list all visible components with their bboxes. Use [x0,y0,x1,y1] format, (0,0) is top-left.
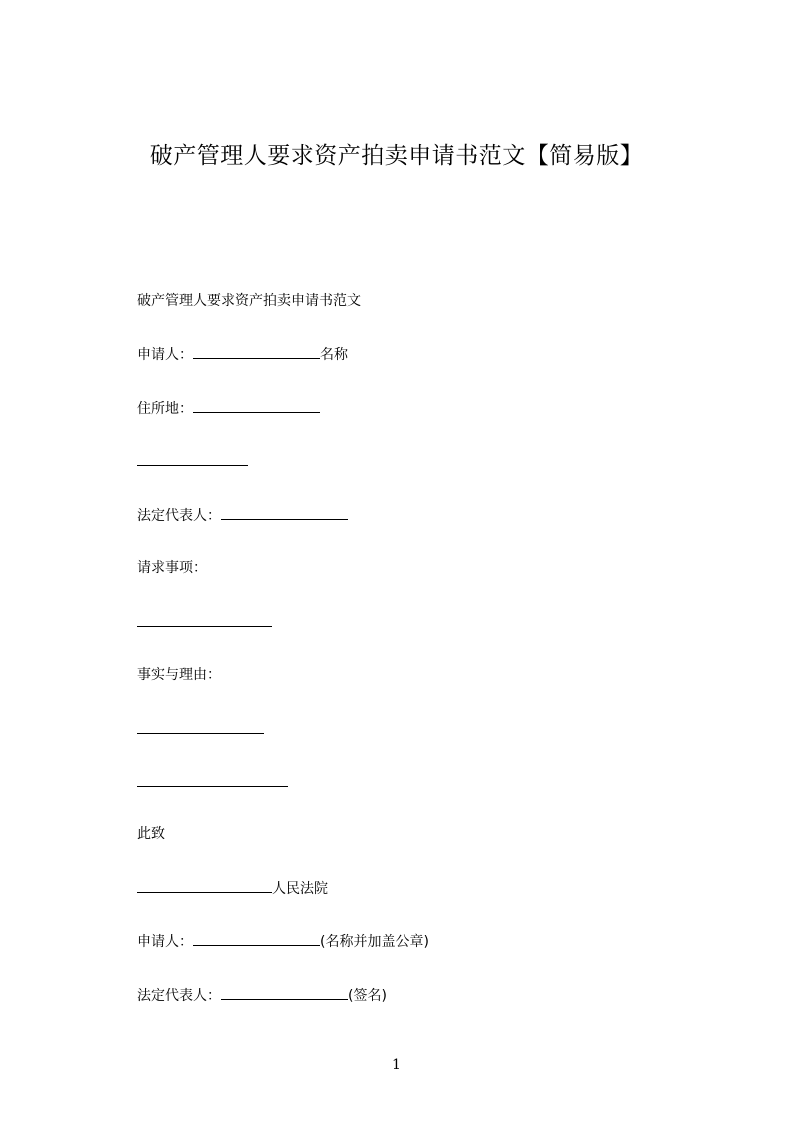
page-number: 1 [392,1057,401,1073]
legal-rep-label: 法定代表人： [137,508,221,524]
facts-blank-1 [137,718,264,734]
sign-applicant-blank [193,930,320,946]
court-line [137,877,328,899]
sign-rep-blank [221,984,348,1000]
address-continuation-line [137,450,248,472]
legal-rep-line [137,504,348,526]
court-suffix: 人民法院 [272,881,328,897]
address-label: 住所地： [137,401,193,417]
sign-applicant-line [137,930,429,952]
closing-text: 此致 [137,826,165,842]
address-line [137,397,320,419]
claims-line [137,611,272,633]
legal-rep-blank [221,504,348,520]
facts-line-1 [137,718,264,740]
applicant-blank [193,343,320,359]
applicant-label: 申请人： [137,347,193,363]
facts-heading: 事实与理由： [137,667,221,683]
facts-blank-2 [137,771,288,787]
sign-rep-suffix: (签名) [348,988,387,1004]
court-blank [137,877,272,893]
address-blank [193,397,320,413]
document-subtitle: 破产管理人要求资产拍卖申请书范文 [137,293,361,309]
document-title: 破产管理人要求资产拍卖申请书范文【简易版】 [149,143,644,169]
address-continuation-blank [137,450,248,466]
applicant-suffix: 名称 [320,347,348,363]
sign-rep-label: 法定代表人： [137,988,221,1004]
sign-rep-line [137,984,387,1006]
sign-applicant-label: 申请人： [137,934,193,950]
claims-blank [137,611,272,627]
sign-applicant-suffix: (名称并加盖公章) [320,934,429,950]
applicant-line [137,343,348,365]
facts-line-2 [137,771,288,793]
claims-heading: 请求事项： [137,560,207,576]
